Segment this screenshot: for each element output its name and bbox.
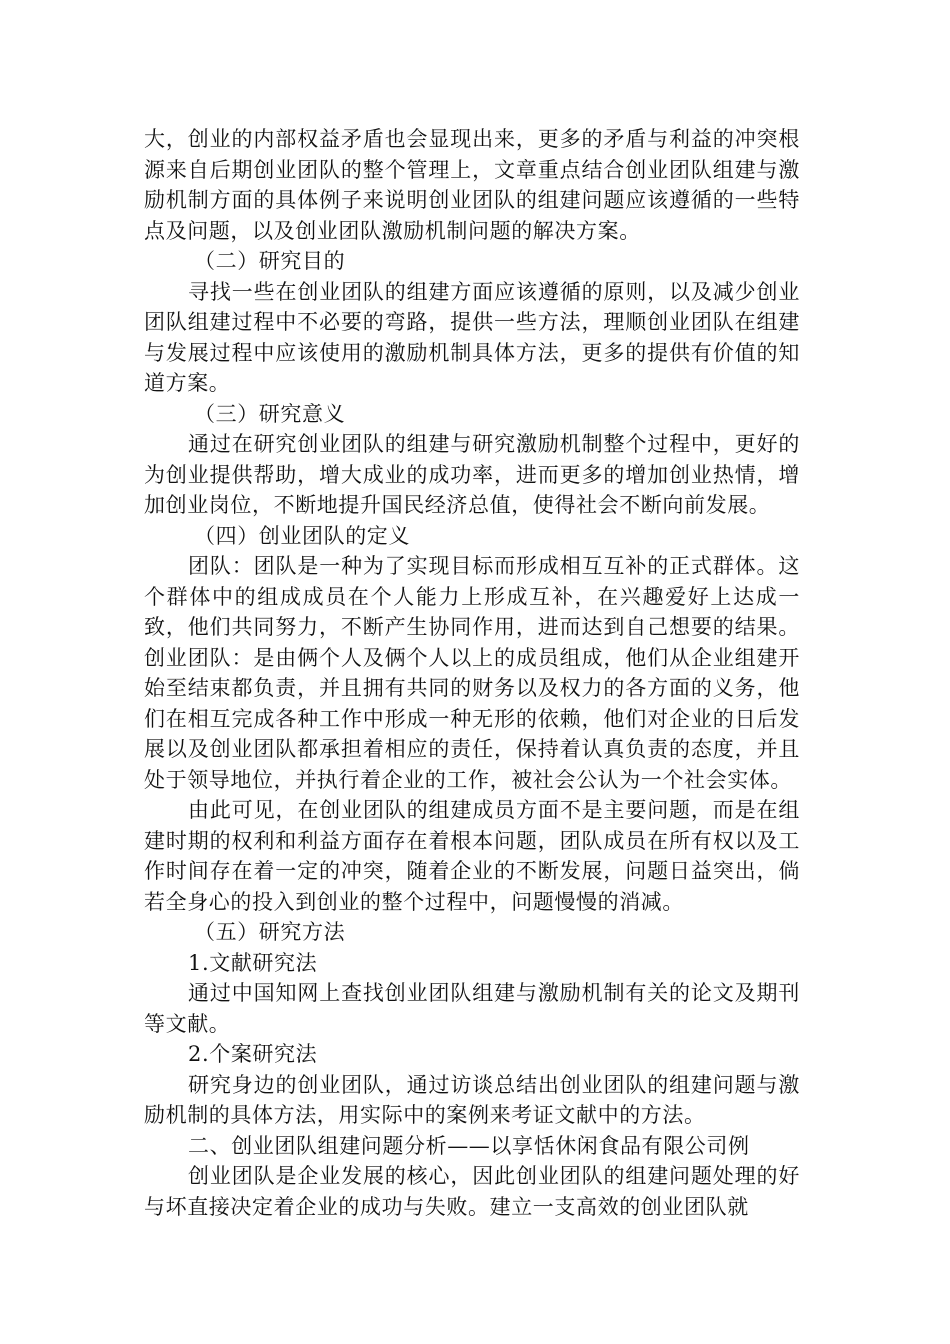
paragraph-team-definition: 团队：团队是一种为了实现目标而形成相互互补的正式群体。这个群体中的组成成员在个人能力上形成互补，在兴趣爱好上达成一致，他们共同努力，不断产生协同作用，进而达到自己想要的结果。创业团队：是由俩个人及俩个人以上的成员组成，他们从企业组建开始至结束都负责，并且拥有共同的财务以及权力的各方面的义务，他们在相互完成各种工作中形成一种无形的依赖，他们对企业的日后发展以及创业团队都承担着相应的责任，保持着认真负责的态度，并且处于领导地位，并执行着企业的工作，被社会公认为一个社会实体。 bbox=[144, 554, 800, 792]
paragraph-team-analysis: 创业团队是企业发展的核心，因此创业团队的组建问题处理的好与坏直接决定着企业的成功与失败。建立一支高效的创业团队就 bbox=[144, 1164, 800, 1219]
heading-team-definition: （四）创业团队的定义 bbox=[194, 523, 410, 548]
subheading-literature-method: 1.文献研究法 bbox=[188, 950, 318, 975]
subheading-case-method: 2.个案研究法 bbox=[188, 1042, 318, 1066]
heading-research-purpose: （二）研究目的 bbox=[194, 249, 346, 273]
heading-research-significance: （三）研究意义 bbox=[194, 401, 346, 426]
paragraph-research-significance: 通过在研究创业团队的组建与研究激励机制整个过程中，更好的为创业提供帮助，增大成业的成功率，进而更多的增加创业热情，增加创业岗位，不断地提升国民经济总值，使得社会不断向前发展。 bbox=[144, 432, 800, 517]
paragraph-literature-method: 通过中国知网上查找创业团队组建与激励机制有关的论文及期刊等文献。 bbox=[144, 981, 800, 1036]
paragraph-case-method: 研究身边的创业团队，通过访谈总结出创业团队的组建问题与激励机制的具体方法，用实际中的案例来考证文献中的方法。 bbox=[144, 1072, 800, 1127]
section-heading-team-analysis: 二、创业团队组建问题分析——以享恬休闲食品有限公司例 bbox=[188, 1133, 750, 1158]
paragraph-research-purpose: 寻找一些在创业团队的组建方面应该遵循的原则，以及减少创业团队组建过程中不必要的弯路，提供一些方法，理顺创业团队在组建与发展过程中应该使用的激励机制具体方法，更多的提供有价值的知道方案。 bbox=[144, 279, 800, 395]
paragraph-background-continued: 大，创业的内部权益矛盾也会显现出来，更多的矛盾与利益的冲突根源来自后期创业团队的整个管理上，文章重点结合创业团队组建与激励机制方面的具体例子来说明创业团队的组建问题应该遵循的一些特点及问题，以及创业团队激励机制问题的解决方案。 bbox=[144, 127, 800, 243]
paragraph-team-definition-conclusion: 由此可见，在创业团队的组建成员方面不是主要问题，而是在组建时期的权利和利益方面存在着根本问题，团队成员在所有权以及工作时间存在着一定的冲突，随着企业的不断发展，问题日益突出，倘若全身心的投入到创业的整个过程中，问题慢慢的消减。 bbox=[144, 798, 800, 914]
heading-research-methods: （五）研究方法 bbox=[194, 920, 346, 944]
document-body bbox=[144, 124, 800, 1222]
